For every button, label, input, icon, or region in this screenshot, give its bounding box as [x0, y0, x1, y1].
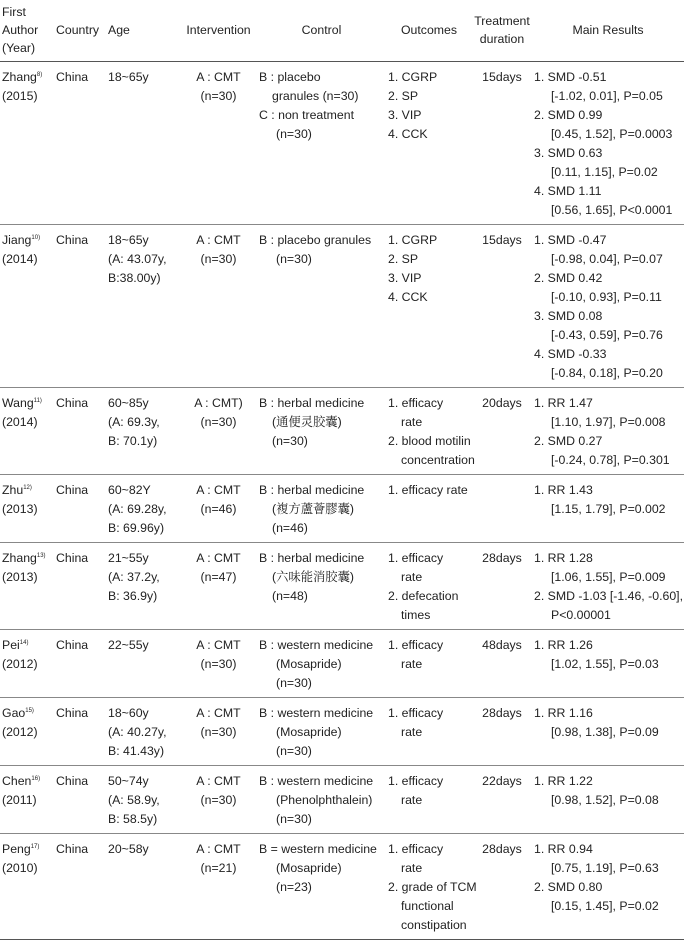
author-name: Peng: [2, 841, 31, 856]
cell-age-line: B:38.00y): [108, 270, 161, 285]
cell-main-results-line: 2. SMD 0.80: [534, 879, 603, 894]
cell-outcomes-line: 1. efficacy: [388, 395, 444, 410]
cell-intervention: [180, 542, 257, 629]
cell-country: China: [56, 232, 89, 247]
cell-intervention-line: (n=30): [200, 656, 237, 671]
cell-age-line: 18~65y: [108, 69, 149, 84]
cell-outcomes-line: rate: [401, 792, 423, 807]
cell-intervention: [180, 833, 257, 939]
cell-main-results-line: [0.11, 1.15], P=0.02: [551, 164, 658, 179]
cell-control: [257, 474, 386, 542]
cell-outcomes-line: 1. efficacy: [388, 773, 444, 788]
cell-outcomes: [386, 765, 472, 833]
cell-outcomes: [386, 697, 472, 765]
publication-year: (2012): [2, 724, 38, 739]
cell-age-line: (A: 40.27y,: [108, 724, 167, 739]
cell-age: [106, 542, 180, 629]
header-main-results: Main Results: [572, 23, 644, 38]
publication-year: (2014): [2, 414, 38, 429]
cell-age: [106, 833, 180, 939]
cell-country: China: [56, 550, 89, 565]
cell-intervention-line: (n=21): [200, 860, 237, 875]
cell-outcomes-line: 1. CGRP: [388, 69, 438, 84]
cell-age-line: 60~85y: [108, 395, 149, 410]
author-name: Gao: [2, 705, 26, 720]
cell-main-results-line: 1. RR 1.16: [534, 705, 593, 720]
cell-main-results-line: [1.02, 1.55], P=0.03: [551, 656, 659, 671]
cell-main-results-line: 2. SMD -1.03 [-1.46, -0.60],: [534, 588, 683, 603]
cell-age-line: 22~55y: [108, 637, 149, 652]
cell-author: [0, 833, 54, 939]
cell-duration: 28days: [482, 550, 522, 565]
publication-year: (2013): [2, 569, 38, 584]
reference-number: 11): [33, 397, 42, 404]
reference-number: 17): [30, 843, 40, 850]
cell-main-results-line: 2. SMD 0.99: [534, 107, 603, 122]
cell-outcomes: [386, 474, 472, 542]
cell-main-results-line: [0.75, 1.19], P=0.63: [551, 860, 659, 875]
cell-main-results-line: P<0.00001: [551, 607, 611, 622]
cell-main-results: [532, 697, 684, 765]
cell-age: [106, 224, 180, 387]
cell-control: [257, 765, 386, 833]
reference-number: 14): [19, 639, 29, 646]
cell-control-line: (六味能消胶囊): [272, 569, 354, 584]
cell-main-results-line: [1.15, 1.79], P=0.002: [551, 501, 666, 516]
cell-author: [0, 765, 54, 833]
cell-intervention-line: A : CMT): [194, 395, 243, 410]
cell-control-line: C : non treatment: [259, 107, 355, 122]
cell-outcomes-line: rate: [401, 860, 423, 875]
cell-control-line: (n=48): [272, 588, 308, 603]
cell-control: [257, 542, 386, 629]
cell-author: [0, 474, 54, 542]
cell-author: [0, 61, 54, 224]
reference-number: 12): [23, 484, 32, 491]
cell-main-results-line: [-0.84, 0.18], P=0.20: [551, 365, 663, 380]
header-intervention: Intervention: [186, 23, 251, 38]
cell-intervention-line: (n=30): [200, 88, 237, 103]
cell-outcomes-line: 3. VIP: [388, 107, 422, 122]
cell-country: China: [56, 841, 89, 856]
cell-control-line: (n=30): [276, 811, 312, 826]
cell-intervention-line: A : CMT: [196, 482, 241, 497]
cell-outcomes: [386, 629, 472, 697]
cell-age: [106, 629, 180, 697]
cell-control-line: (複方蘆薈膠囊): [272, 501, 354, 516]
cell-intervention: [180, 697, 257, 765]
cell-control-line: (通便灵胶囊): [272, 414, 342, 429]
cell-main-results-line: [-0.98, 0.04], P=0.07: [551, 251, 663, 266]
cell-age-line: 60~82Y: [108, 482, 151, 497]
cell-control-line: granules (n=30): [272, 88, 359, 103]
cell-intervention-line: (n=30): [200, 414, 237, 429]
cell-main-results-line: [-0.24, 0.78], P=0.301: [551, 452, 670, 467]
cell-outcomes-line: 1. CGRP: [388, 232, 438, 247]
cell-main-results-line: 3. SMD 0.08: [534, 308, 603, 323]
cell-control-line: (n=30): [276, 675, 312, 690]
cell-duration: 28days: [482, 841, 522, 856]
cell-intervention-line: A : CMT: [196, 232, 241, 247]
cell-outcomes-line: concentration: [401, 452, 475, 467]
cell-control-line: B : western medicine: [259, 705, 374, 720]
cell-main-results-line: 4. SMD 1.11: [534, 183, 602, 198]
cell-outcomes-line: 4. CCK: [388, 126, 428, 141]
header-country: Country: [56, 23, 100, 38]
cell-intervention-line: (n=46): [200, 501, 237, 516]
cell-main-results-line: 2. SMD 0.42: [534, 270, 603, 285]
cell-control: [257, 224, 386, 387]
cell-age-line: (A: 69.3y,: [108, 414, 160, 429]
cell-control-line: B = western medicine: [259, 841, 377, 856]
table-row: [0, 61, 684, 224]
cell-intervention: [180, 474, 257, 542]
cell-main-results-line: 3. SMD 0.63: [534, 145, 603, 160]
cell-main-results-line: 1. RR 1.43: [534, 482, 593, 497]
cell-age-line: B: 70.1y): [108, 433, 158, 448]
cell-control: [257, 697, 386, 765]
reference-number: 16): [31, 775, 41, 782]
cell-country: China: [56, 482, 89, 497]
cell-main-results-line: [-1.02, 0.01], P=0.05: [551, 88, 663, 103]
cell-main-results: [532, 61, 684, 224]
header-outcomes: Outcomes: [400, 23, 458, 38]
cell-main-results-line: 1. RR 1.22: [534, 773, 593, 788]
cell-age-line: (A: 37.2y,: [108, 569, 160, 584]
publication-year: (2011): [2, 792, 37, 807]
cell-author: [0, 387, 54, 474]
cell-intervention-line: A : CMT: [196, 841, 241, 856]
cell-age-line: 21~55y: [108, 550, 149, 565]
table-row: [0, 833, 684, 939]
cell-intervention: [180, 387, 257, 474]
reference-number: 8): [36, 71, 43, 78]
cell-outcomes-line: 1. efficacy: [388, 637, 444, 652]
cell-control: [257, 387, 386, 474]
cell-outcomes-line: 3. VIP: [388, 270, 422, 285]
header-control: Control: [301, 23, 342, 38]
cell-control: [257, 833, 386, 939]
cell-main-results-line: 1. RR 1.47: [534, 395, 593, 410]
cell-intervention-line: A : CMT: [196, 773, 241, 788]
cell-intervention-line: (n=47): [200, 569, 237, 584]
cell-duration: 28days: [482, 705, 522, 720]
cell-age: [106, 61, 180, 224]
reference-number: 15): [25, 707, 34, 714]
cell-intervention: [180, 765, 257, 833]
cell-main-results: [532, 387, 684, 474]
cell-outcomes-line: rate: [401, 656, 423, 671]
cell-main-results-line: [-0.43, 0.59], P=0.76: [551, 327, 663, 342]
cell-author: [0, 697, 54, 765]
author-name: Jiang: [2, 232, 32, 247]
cell-intervention-line: A : CMT: [196, 69, 241, 84]
cell-main-results-line: 2. SMD 0.27: [534, 433, 603, 448]
cell-intervention-line: (n=30): [200, 792, 237, 807]
cell-age: [106, 387, 180, 474]
cell-outcomes: [386, 224, 472, 387]
cell-main-results: [532, 474, 684, 542]
cell-age-line: 18~60y: [108, 705, 149, 720]
cell-age: [106, 697, 180, 765]
cell-age-line: B: 36.9y): [108, 588, 158, 603]
cell-control-line: B : western medicine: [259, 637, 374, 652]
table-row: [0, 697, 684, 765]
cell-intervention-line: A : CMT: [196, 637, 241, 652]
cell-country: China: [56, 69, 89, 84]
cell-country: China: [56, 637, 89, 652]
cell-main-results-line: [0.56, 1.65], P<0.0001: [551, 202, 673, 217]
cell-main-results-line: [-0.10, 0.93], P=0.11: [551, 289, 662, 304]
cell-outcomes: [386, 387, 475, 474]
publication-year: (2010): [2, 860, 38, 875]
cell-main-results-line: 1. SMD -0.47: [534, 232, 607, 247]
cell-intervention: [180, 61, 257, 224]
cell-control-line: (n=30): [272, 433, 308, 448]
table-row: [0, 629, 684, 697]
table-row: [0, 542, 684, 629]
header-row: [0, 0, 684, 61]
header-age: Age: [108, 23, 130, 38]
cell-duration: 48days: [482, 637, 522, 652]
cell-main-results-line: 1. SMD -0.51: [534, 69, 607, 84]
cell-age-line: 20~58y: [108, 841, 149, 856]
cell-outcomes-line: 2. blood motilin: [388, 433, 471, 448]
cell-duration: 15days: [482, 232, 522, 247]
cell-main-results-line: 1. RR 1.26: [534, 637, 593, 652]
cell-main-results: [532, 542, 684, 629]
cell-main-results-line: [0.98, 1.38], P=0.09: [551, 724, 659, 739]
cell-duration: 22days: [482, 773, 522, 788]
cell-control-line: (Mosapride): [276, 724, 342, 739]
cell-duration: 15days: [482, 69, 522, 84]
publication-year: (2012): [2, 656, 38, 671]
cell-outcomes-line: constipation: [401, 917, 467, 932]
cell-control-line: B : placebo: [259, 69, 321, 84]
cell-control-line: B : herbal medicine: [259, 482, 365, 497]
reference-number: 10): [31, 234, 41, 241]
cell-main-results-line: [0.15, 1.45], P=0.02: [551, 898, 659, 913]
cell-main-results-line: [0.45, 1.52], P=0.0003: [551, 126, 673, 141]
cell-outcomes-line: 2. grade of TCM: [388, 879, 477, 894]
cell-control: [257, 61, 386, 224]
cell-control-line: (Mosapride): [276, 656, 342, 671]
reference-number: 13): [36, 552, 46, 559]
cell-main-results: [532, 833, 684, 939]
cell-age: [106, 474, 180, 542]
cell-main-results-line: [1.10, 1.97], P=0.008: [551, 414, 666, 429]
cell-control-line: B : placebo granules: [259, 232, 372, 247]
cell-outcomes-line: functional: [401, 898, 454, 913]
author-name: Zhu: [2, 482, 24, 497]
cell-control-line: (Mosapride): [276, 860, 342, 875]
cell-author: [0, 629, 54, 697]
publication-year: (2014): [2, 251, 38, 266]
header-author: First Author (Year): [2, 5, 39, 56]
cell-main-results: [532, 224, 684, 387]
cell-country: China: [56, 705, 89, 720]
cell-intervention-line: (n=30): [200, 724, 237, 739]
cell-control-line: (n=23): [276, 879, 312, 894]
cell-duration: [472, 474, 532, 542]
cell-main-results-line: 1. RR 0.94: [534, 841, 593, 856]
cell-intervention: [180, 224, 257, 387]
cell-age: [106, 765, 180, 833]
cell-outcomes-line: 1. efficacy: [388, 550, 444, 565]
author-name: Pei: [2, 637, 20, 652]
cell-control-line: (n=30): [276, 126, 312, 141]
author-name: Wang: [2, 395, 34, 410]
cell-control: [257, 629, 386, 697]
cell-age-line: B: 58.5y): [108, 811, 158, 826]
header-duration: Treatment duration: [474, 14, 530, 47]
cell-main-results-line: 4. SMD -0.33: [534, 346, 607, 361]
cell-outcomes-line: rate: [401, 569, 423, 584]
cell-main-results-line: 1. RR 1.28: [534, 550, 593, 565]
cell-control-line: (n=30): [276, 743, 312, 758]
cell-intervention-line: A : CMT: [196, 550, 241, 565]
cell-age-line: (A: 58.9y,: [108, 792, 160, 807]
cell-outcomes: [386, 833, 477, 939]
cell-intervention: [180, 629, 257, 697]
table-row: [0, 224, 684, 387]
cell-age-line: (A: 69.28y,: [108, 501, 167, 516]
table-row: [0, 387, 684, 474]
cell-author: [0, 224, 54, 387]
cell-outcomes-line: rate: [401, 724, 423, 739]
cell-outcomes-line: rate: [401, 414, 423, 429]
cell-intervention-line: A : CMT: [196, 705, 241, 720]
cell-outcomes-line: times: [401, 607, 431, 622]
cell-main-results: [532, 629, 684, 697]
cell-intervention-line: (n=30): [200, 251, 237, 266]
cell-outcomes-line: 2. SP: [388, 251, 419, 266]
cell-duration: 20days: [482, 395, 522, 410]
cell-outcomes-line: 1. efficacy: [388, 705, 444, 720]
cell-outcomes-line: 2. SP: [388, 88, 419, 103]
cell-age-line: 50~74y: [108, 773, 149, 788]
cell-author: [0, 542, 54, 629]
cell-outcomes: [386, 61, 472, 224]
cell-control-line: (n=46): [272, 520, 308, 535]
publication-year: (2013): [2, 501, 38, 516]
cell-age-line: 18~65y: [108, 232, 149, 247]
table-row: [0, 765, 684, 833]
cell-main-results-line: [0.98, 1.52], P=0.08: [551, 792, 659, 807]
author-name: Zhang: [2, 550, 37, 565]
cell-control-line: B : herbal medicine: [259, 550, 365, 565]
cell-age-line: B: 69.96y): [108, 520, 165, 535]
cell-country: China: [56, 395, 89, 410]
cell-country: China: [56, 773, 89, 788]
table-body: [0, 61, 684, 939]
cell-control-line: (Phenolphthalein): [276, 792, 373, 807]
cell-outcomes-line: 1. efficacy rate: [388, 482, 468, 497]
cell-outcomes-line: 2. defecation: [388, 588, 459, 603]
cell-control-line: B : western medicine: [259, 773, 374, 788]
author-name: Zhang: [2, 69, 37, 84]
cell-control-line: B : herbal medicine: [259, 395, 365, 410]
cell-age-line: (A: 43.07y,: [108, 251, 167, 266]
cell-control-line: (n=30): [276, 251, 312, 266]
cell-main-results: [532, 765, 684, 833]
publication-year: (2015): [2, 88, 38, 103]
cell-main-results-line: [1.06, 1.55], P=0.009: [551, 569, 666, 584]
cell-outcomes-line: 4. CCK: [388, 289, 428, 304]
table-row: [0, 474, 684, 542]
author-name: Chen: [2, 773, 32, 788]
cell-age-line: B: 41.43y): [108, 743, 165, 758]
cell-outcomes: [386, 542, 472, 629]
cell-outcomes-line: 1. efficacy: [388, 841, 444, 856]
